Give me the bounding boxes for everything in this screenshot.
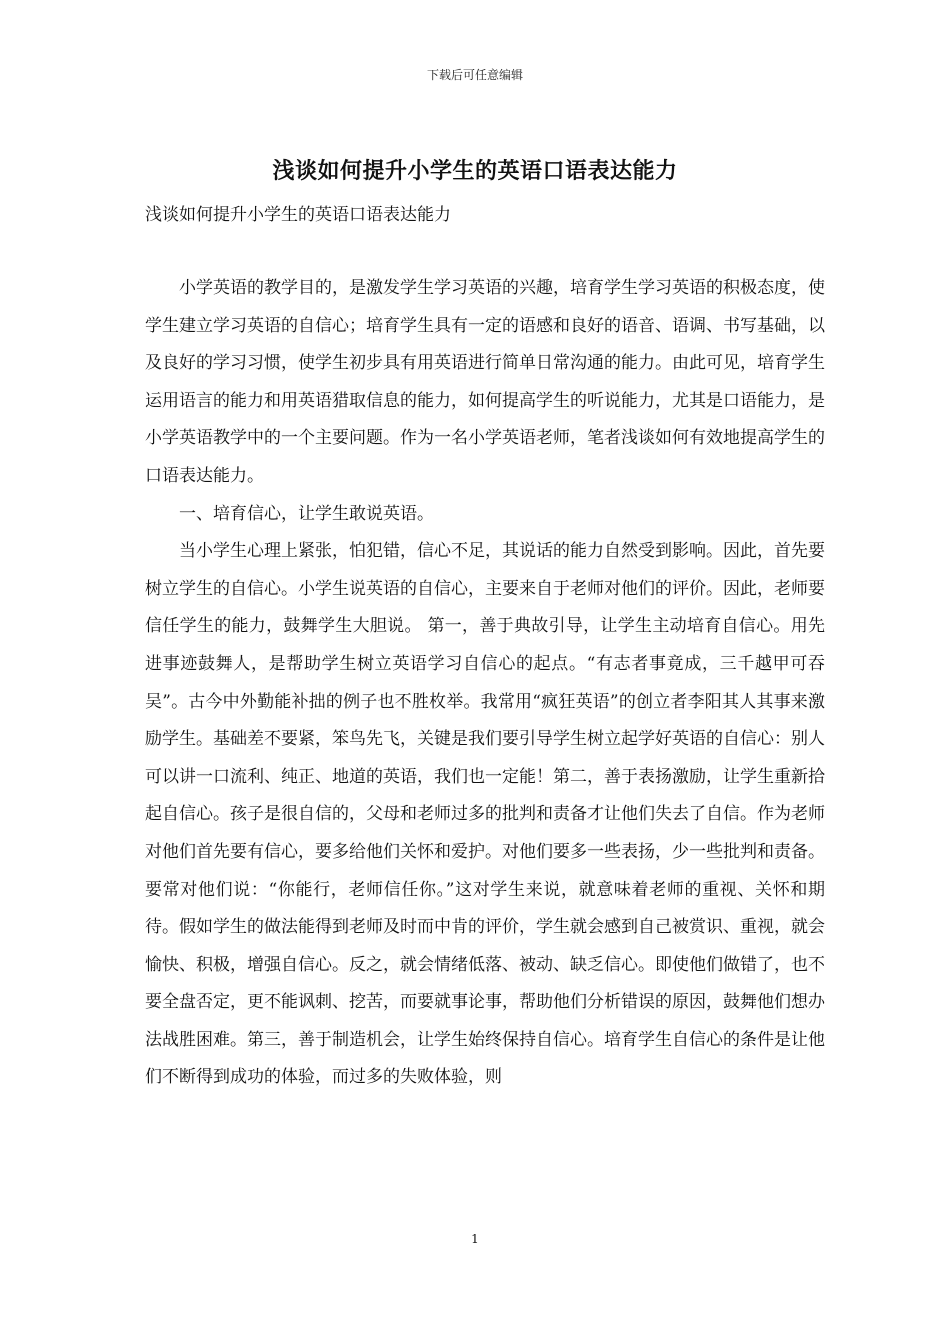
document-title: 浅谈如何提升小学生的英语口语表达能力 [272,158,678,184]
page-number: 1 [471,1232,479,1246]
body-paragraph: 小学英语的教学目的，是激发学生学习英语的兴趣，培育学生学习英语的积极态度，使学生建立学习英语的自信心；培育学生具有一定的语感和良好的语音、语调、书写基础，以及良好的学习习惯，使学生初步具有用英语进行简单日常沟通的能力。由此可见，培育学生运用语言的能力和用英语猎取信息的能力，如何提高学生的听说能力，尤其是口语能力，是小学英语教学中的一个主要问题。作为一名小学英语老师，笔者浅谈如何有效地提高学生的口语表达能力。 [145,278,825,486]
section-heading: 一、培育信心，让学生敢说英语。 [179,503,434,524]
page-header-note: 下载后可任意编辑 [426,68,523,82]
body-paragraph: 当小学生心理上紧张，怕犯错，信心不足，其说话的能力自然受到影响。因此，首先要树立学生的自信心。小学生说英语的自信心，主要来自于老师对他们的评价。因此，老师要信任学生的能力，鼓舞学生大胆说。 第一，善于典故引导，让学生主动培育自信心。用先进事迹鼓舞人，是帮助学生树立英语学习自信心的起点。“有志者事竟成，三千越甲可吞吴”。古今中外勤能补拙的例子也不胜枚举。我常用“疯狂英语”的创立者李阳其人其事来激励学生。基础差不要紧，笨鸟先飞，关键是我们要引导学生树立起学好英语的自信心：别人可以讲一口流利、纯正、地道的英语，我们也一定能！第二，善于表扬激励，让学生重新拾起自信心。孩子是很自信的，父母和老师过多的批判和责备才让他们失去了自信。作为老师对他们首先要有信心，要多给他们关怀和爱护。对他们要多一些表扬，少一些批判和责备。要常对他们说：“你能行，老师信任你。”这对学生来说，就意味着老师的重视、关怀和期待。假如学生的做法能得到老师及时而中肯的评价，学生就会感到自己被赏识、重视，就会愉快、积极，增强自信心。反之，就会情绪低落、被动、缺乏信心。即使他们做错了，也不要全盘否定，更不能讽刺、挖苦，而要就事论事，帮助他们分析错误的原因，鼓舞他们想办法战胜困难。第三，善于制造机会，让学生始终保持自信心。培育学生自信心的条件是让他们不断得到成功的体验，而过多的失败体验，则 [145,541,825,1088]
document-subtitle: 浅谈如何提升小学生的英语口语表达能力 [145,205,451,225]
document-body [145,270,825,1097]
